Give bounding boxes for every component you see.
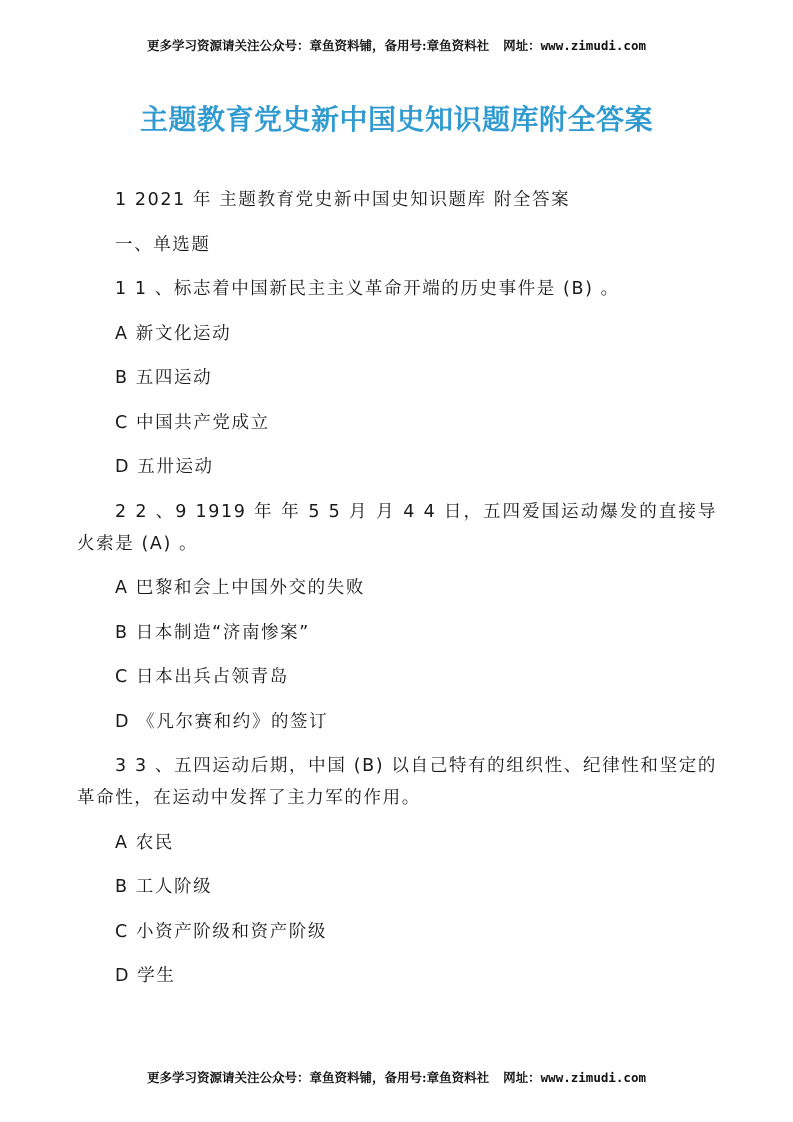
option-q2-b xyxy=(77,617,717,649)
header-site-label: 网址： xyxy=(503,38,541,53)
option-text: 巴黎和会上中国外交的失败 xyxy=(135,578,365,598)
option-q3-c xyxy=(77,916,717,948)
option-letter: D xyxy=(115,711,131,732)
option-letter: B xyxy=(115,368,129,388)
option-letter: A xyxy=(115,832,129,853)
question-3: 3 3 、五四运动后期，中国 (B) 以自己特有的组织性、纪律性和坚定的革命性，在运动中发挥了主力军的作用。 xyxy=(77,756,717,808)
option-letter: C xyxy=(115,412,129,433)
footer-site-url: www.zimudi.com xyxy=(540,1070,646,1085)
option-q2-d xyxy=(77,706,717,738)
option-text: 五四运动 xyxy=(135,368,213,388)
question-1: 1 1 、标志着中国新民主主义革命开端的历史事件是 (B) 。 xyxy=(115,279,620,299)
option-letter: D xyxy=(115,457,131,477)
option-q1-c xyxy=(77,407,717,439)
option-text: 《凡尔赛和约》的签订 xyxy=(137,711,329,732)
option-text: 农民 xyxy=(135,832,174,853)
option-letter: A xyxy=(115,323,129,344)
option-text: 日本出兵占领青岛 xyxy=(136,667,289,687)
option-letter: A xyxy=(115,578,129,598)
header-site-url: www.zimudi.com xyxy=(540,38,646,53)
option-text: 日本制造“济南惨案” xyxy=(135,622,310,643)
header-notice: 更多学习资源请关注公众号：章鱼资料铺，备用号:章鱼资料社 xyxy=(147,38,490,53)
footer-banner xyxy=(0,1070,793,1086)
header-banner xyxy=(0,38,793,54)
option-q1-d xyxy=(77,451,717,483)
option-text: 小资产阶级和资产阶级 xyxy=(136,921,327,942)
option-q3-a xyxy=(77,827,717,859)
option-q1-b xyxy=(77,362,717,394)
option-text: 新文化运动 xyxy=(135,323,232,344)
intro-line: 1 2021 年 主题教育党史新中国史知识题库 附全答案 xyxy=(115,190,571,210)
option-text: 五卅运动 xyxy=(137,457,214,477)
option-q2-a xyxy=(77,572,717,604)
section-heading: 一、单选题 xyxy=(115,234,211,255)
question-2: 2 2 、9 1919 年 年 5 5 月 月 4 4 日，五四爱国运动爆发的直接导火索是 (A) 。 xyxy=(77,501,717,554)
option-text: 工人阶级 xyxy=(135,877,213,897)
option-text: 中国共产党成立 xyxy=(136,412,270,433)
footer-site-label: 网址： xyxy=(503,1070,541,1085)
option-q3-d xyxy=(77,960,717,992)
document-title: 主题教育党史新中国史知识题库附全答案 xyxy=(139,103,653,136)
option-letter: B xyxy=(115,877,129,897)
option-letter: B xyxy=(115,622,129,643)
option-letter: C xyxy=(115,667,129,687)
option-letter: C xyxy=(115,921,129,942)
document-body xyxy=(77,184,717,1005)
footer-notice: 更多学习资源请关注公众号：章鱼资料铺，备用号:章鱼资料社 xyxy=(147,1070,490,1085)
option-q3-b xyxy=(77,871,717,903)
option-text: 学生 xyxy=(137,966,176,986)
option-q2-c xyxy=(77,661,717,693)
option-q1-a xyxy=(77,318,717,350)
option-letter: D xyxy=(115,966,131,986)
